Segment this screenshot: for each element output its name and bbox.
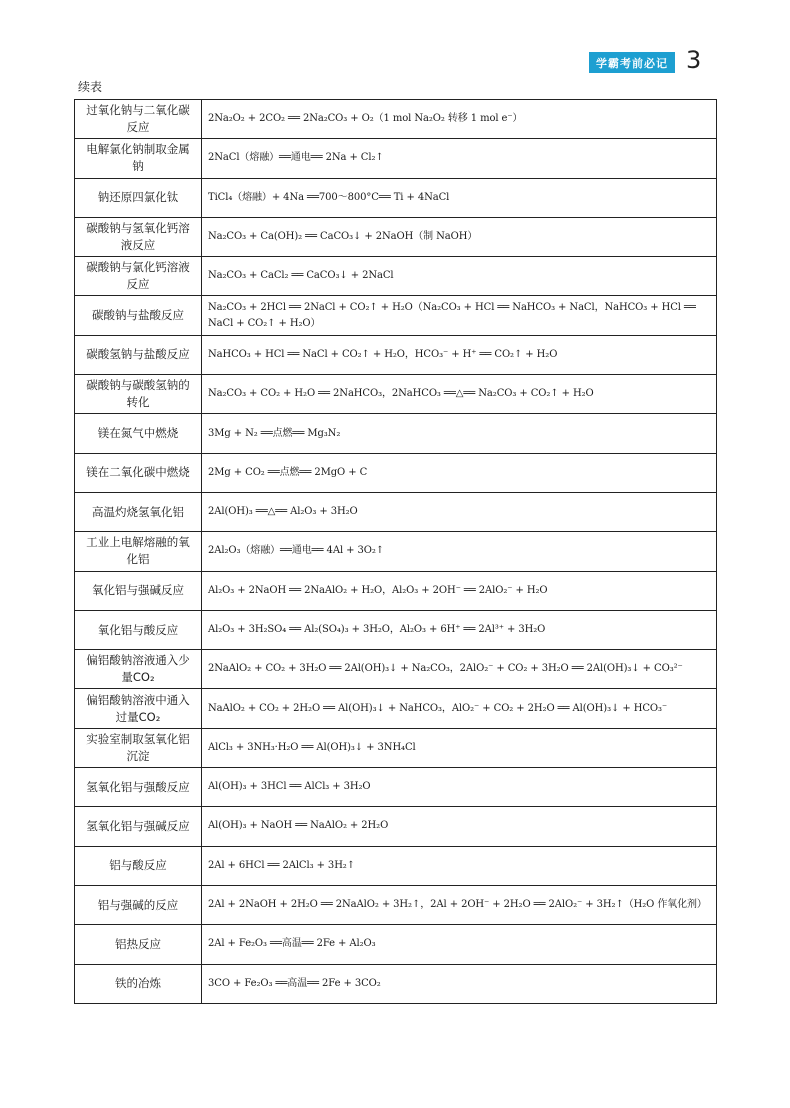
reaction-name: 工业上电解熔融的氧化铝 xyxy=(75,532,202,570)
reaction-name: 偏铝酸钠溶液通入少量CO₂ xyxy=(75,650,202,688)
table-row xyxy=(75,886,716,925)
reaction-equation: Na₂CO₃ + Ca(OH)₂ ══ CaCO₃↓ + 2NaOH（制 NaOH） xyxy=(208,231,478,243)
table-row xyxy=(75,179,716,218)
reaction-name: 氧化铝与强碱反应 xyxy=(75,572,202,610)
reaction-name: 铝热反应 xyxy=(75,925,202,963)
reaction-name: 氢氧化铝与强碱反应 xyxy=(75,807,202,845)
reaction-name: 氢氧化铝与强酸反应 xyxy=(75,768,202,806)
reaction-name: 镁在二氧化碳中燃烧 xyxy=(75,454,202,492)
table-row xyxy=(75,768,716,807)
reaction-name: 碳酸钠与碳酸氢钠的转化 xyxy=(75,375,202,413)
table-row xyxy=(75,218,716,257)
table-row xyxy=(75,611,716,650)
reaction-name: 碳酸钠与盐酸反应 xyxy=(75,296,202,334)
table-row xyxy=(75,689,716,728)
reaction-name: 电解氯化钠制取金属钠 xyxy=(75,139,202,177)
table-row xyxy=(75,296,716,335)
reaction-name: 碳酸钠与氢氧化钙溶液反应 xyxy=(75,218,202,256)
table-row xyxy=(75,925,716,964)
reaction-equation: Na₂CO₃ + CaCl₂ ══ CaCO₃↓ + 2NaCl xyxy=(208,270,394,282)
table-row xyxy=(75,139,716,178)
reaction-name: 高温灼烧氢氧化铝 xyxy=(75,493,202,531)
reaction-equation: Al(OH)₃ + 3HCl ══ AlCl₃ + 3H₂O xyxy=(208,781,371,793)
reaction-equation: 2Al + 2NaOH + 2H₂O ══ 2NaAlO₂ + 3H₂↑，2Al + 2OH⁻ + 2H₂O ══ 2AlO₂⁻ + 3H₂↑（H₂O 作氧化剂） xyxy=(208,899,707,911)
reaction-equation: 2NaCl（熔融）══通电══ 2Na + Cl₂↑ xyxy=(208,152,384,164)
reaction-equation: Al(OH)₃ + NaOH ══ NaAlO₂ + 2H₂O xyxy=(208,820,389,832)
table-row xyxy=(75,572,716,611)
table-row xyxy=(75,336,716,375)
reaction-name: 镁在氮气中燃烧 xyxy=(75,414,202,452)
reaction-equation: Na₂CO₃ + 2HCl ══ 2NaCl + CO₂↑ + H₂O（Na₂CO₃ + HCl ══ NaHCO₃ + NaCl，NaHCO₃ + HCl ══ NaCl + CO₂↑ + H₂O） xyxy=(208,301,699,329)
reaction-equation: Al₂O₃ + 3H₂SO₄ ══ Al₂(SO₄)₃ + 3H₂O，Al₂O₃ + 6H⁺ ══ 2Al³⁺ + 3H₂O xyxy=(208,624,546,635)
table-row xyxy=(75,257,716,296)
table-row xyxy=(75,375,716,414)
reaction-name: 钠还原四氯化钛 xyxy=(75,179,202,217)
reaction-equation: 2NaAlO₂ + CO₂ + 3H₂O ══ 2Al(OH)₃↓ + Na₂CO₃，2AlO₂⁻ + CO₂ + 3H₂O ══ 2Al(OH)₃↓ + CO₃²⁻ xyxy=(208,663,683,675)
table-row xyxy=(75,729,716,768)
reaction-equation: 3Mg + N₂ ══点燃══ Mg₃N₂ xyxy=(208,427,341,439)
table-row xyxy=(75,847,716,886)
reaction-name: 碳酸钠与氯化钙溶液反应 xyxy=(75,257,202,295)
reaction-name: 氧化铝与酸反应 xyxy=(75,611,202,649)
continued-label: 续表 xyxy=(78,80,103,94)
reaction-name: 偏铝酸钠溶液中通入过量CO₂ xyxy=(75,689,202,727)
reaction-equation: NaHCO₃ + HCl ══ NaCl + CO₂↑ + H₂O，HCO₃⁻ + H⁺ ══ CO₂↑ + H₂O xyxy=(208,348,558,360)
reaction-name: 实验室制取氢氧化铝沉淀 xyxy=(75,729,202,767)
table-row xyxy=(75,100,716,139)
table-row xyxy=(75,650,716,689)
reaction-name: 碳酸氢钠与盐酸反应 xyxy=(75,336,202,374)
reaction-equation: 2Al + 6HCl ══ 2AlCl₃ + 3H₂↑ xyxy=(208,859,355,871)
table-row xyxy=(75,532,716,571)
reaction-equation: 2Mg + CO₂ ══点燃══ 2MgO + C xyxy=(208,466,368,478)
page-number: 3 xyxy=(686,46,702,74)
reaction-equation: 3CO + Fe₂O₃ ══高温══ 2Fe + 3CO₂ xyxy=(208,977,381,989)
reaction-table xyxy=(74,99,717,1004)
reaction-equation: TiCl₄（熔融）+ 4Na ══700～800°C══ Ti + 4NaCl xyxy=(208,191,450,203)
reaction-equation: Al₂O₃ + 2NaOH ══ 2NaAlO₂ + H₂O，Al₂O₃ + 2OH⁻ ══ 2AlO₂⁻ + H₂O xyxy=(208,584,548,596)
table-row xyxy=(75,454,716,493)
table-row xyxy=(75,493,716,532)
reaction-name: 铝与酸反应 xyxy=(75,847,202,885)
table-row xyxy=(75,414,716,453)
reaction-equation: 2Na₂O₂ + 2CO₂ ══ 2Na₂CO₃ + O₂（1 mol Na₂O₂ 转移 1 mol e⁻） xyxy=(208,113,523,125)
table-row xyxy=(75,965,716,1004)
reaction-equation: 2Al(OH)₃ ══△══ Al₂O₃ + 3H₂O xyxy=(208,506,358,518)
reaction-equation: 2Al + Fe₂O₃ ══高温══ 2Fe + Al₂O₃ xyxy=(208,938,376,950)
reaction-equation: 2Al₂O₃（熔融）══通电══ 4Al + 3O₂↑ xyxy=(208,545,385,557)
reaction-name: 铁的冶炼 xyxy=(75,965,202,1003)
reaction-equation: Na₂CO₃ + CO₂ + H₂O ══ 2NaHCO₃，2NaHCO₃ ══△══ Na₂CO₃ + CO₂↑ + H₂O xyxy=(208,388,594,400)
reaction-equation: AlCl₃ + 3NH₃·H₂O ══ Al(OH)₃↓ + 3NH₄Cl xyxy=(208,741,416,753)
reaction-name: 铝与强碱的反应 xyxy=(75,886,202,924)
table-row xyxy=(75,807,716,846)
reaction-equation: NaAlO₂ + CO₂ + 2H₂O ══ Al(OH)₃↓ + NaHCO₃，AlO₂⁻ + CO₂ + 2H₂O ══ Al(OH)₃↓ + HCO₃⁻ xyxy=(208,702,668,714)
reaction-name: 过氧化钠与二氧化碳反应 xyxy=(75,100,202,138)
section-badge: 学霸考前必记 xyxy=(589,52,675,73)
